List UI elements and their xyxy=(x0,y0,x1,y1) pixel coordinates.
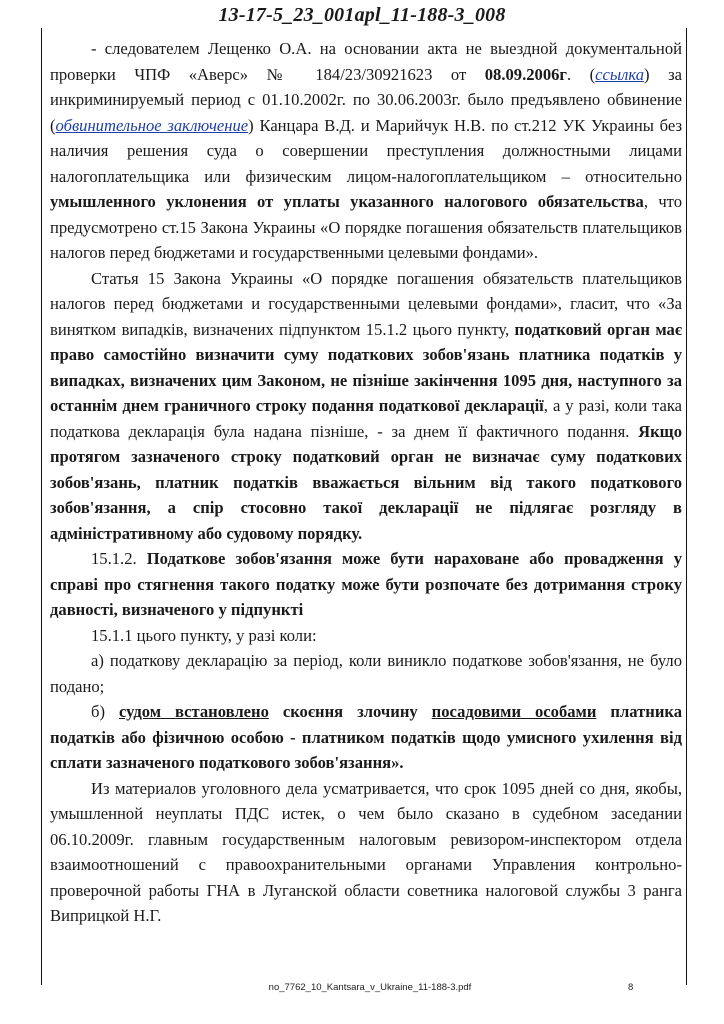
indictment-link[interactable]: обвинительное заключение xyxy=(55,115,249,135)
text-run: а) податкову декларацію за період, коли виникло податкове зобов'язання, не було подано; xyxy=(50,651,682,696)
text-run: - следователем Лещенко О.А. на основании акта не выездной документальной проверки ЧПФ «Аверс» № 184/23/30921623 от xyxy=(50,39,682,84)
footer-filename: no_7762_10_Kantsara_v_Ukraine_11-188-3.pdf xyxy=(268,982,472,993)
document-header-title: 13-17-5_23_001apl_11-188-3_008 xyxy=(218,4,506,26)
text-run: 15.1.2. xyxy=(91,549,147,568)
bold-date: 08.09.2006г xyxy=(484,64,567,84)
paragraph-15-1-2 xyxy=(50,546,682,623)
bold-phrase: платника податків або фізичною особою - платником податків щодо умисного ухилення від сплати зазначеного податкового зобов'язання». xyxy=(50,702,682,772)
underlined-bold-phrase: посадовими особами xyxy=(431,702,597,721)
text-run: . ( xyxy=(566,64,596,84)
text-run: Из материалов уголовного дела усматривается, что срок 1095 дней со дня, якобы, умышленной неуплаты ПДС истек, о чем было сказано в судебном заседании 06.10.2009г. главным государственным налоговым ревизором-инспектором отдела взаимоотношений с правоохранительными органами Управления контрольно-проверочной работы ГНА в Луганской области советника налоговой службы 3 ранга Виприцкой Н.Г. xyxy=(50,778,682,925)
paragraph-item-b xyxy=(50,699,682,776)
bold-phrase: Податкове зобов'язання може бути нараховане або провадження у справі про стягнення такого податку може бути розпочате без дотримання строку давності, визначеного у підпункті xyxy=(50,549,683,619)
paragraph-case-materials xyxy=(50,776,682,929)
text-run: , а у разі, коли така податкова декларація була надана пізніше, - за днем її фактичного подання. xyxy=(50,396,682,441)
text-run: , что предусмотрено ст.15 Закона Украины «О порядке погашения обязательств плательщиков налогов перед бюджетами и государственными целевыми фондами». xyxy=(50,192,682,262)
paragraph-15-1-1 xyxy=(50,623,682,649)
bold-phrase: скоєння злочину xyxy=(268,702,432,721)
document-body xyxy=(50,36,682,929)
text-run: б) xyxy=(91,702,119,721)
bold-phrase: умышленного уклонения от уплаты указанного налогового обязательства xyxy=(50,192,644,211)
text-run: 15.1.1 цього пункту, у разі коли: xyxy=(91,625,317,645)
text-run: ) за инкриминируемый период с 01.10.2002г. по 30.06.2003г. было предъявлено обвинение ( xyxy=(50,64,682,135)
left-margin-rule xyxy=(41,28,42,985)
paragraph-indictment xyxy=(50,36,682,266)
text-run: ) Канцара В.Д. и Марийчук Н.В. по ст.212 УК Украины без наличия решения суда о совершении преступления должностными лицами налогоплательщика или физическим лицом-налогоплательщиком – относительно xyxy=(50,115,682,186)
paragraph-article-15 xyxy=(50,266,682,547)
footer-page-number: 8 xyxy=(628,982,634,993)
paragraph-item-a xyxy=(50,648,682,699)
bold-phrase: податковий орган має право самостійно визначити суму податкових зобов'язань платника податків у випадках, визначених цим Законом, не пізніше закінчення 1095 дня, наступного за останнім днем граничного строку подання податкової декларації xyxy=(50,319,682,415)
right-margin-rule xyxy=(686,28,687,985)
bold-phrase: Якщо протягом зазначеного строку податковий орган не визначає суму податкових зобов'язань, платник податків вважається вільним від такого податкового зобов'язання, а спір стосовно такої декларації не підлягає розгляду в адміністративному або судовому порядку. xyxy=(50,421,682,543)
underlined-bold-phrase: судом встановлено xyxy=(118,702,269,721)
source-link[interactable]: ссылка xyxy=(595,64,645,84)
text-run: Статья 15 Закона Украины «О порядке погашения обязательств плательщиков налогов перед бюджетами и государственными целевыми фондами», гласит, что «За винятком випадків, визначених підпунктом 15.1.2 цього пункту, xyxy=(50,268,682,339)
